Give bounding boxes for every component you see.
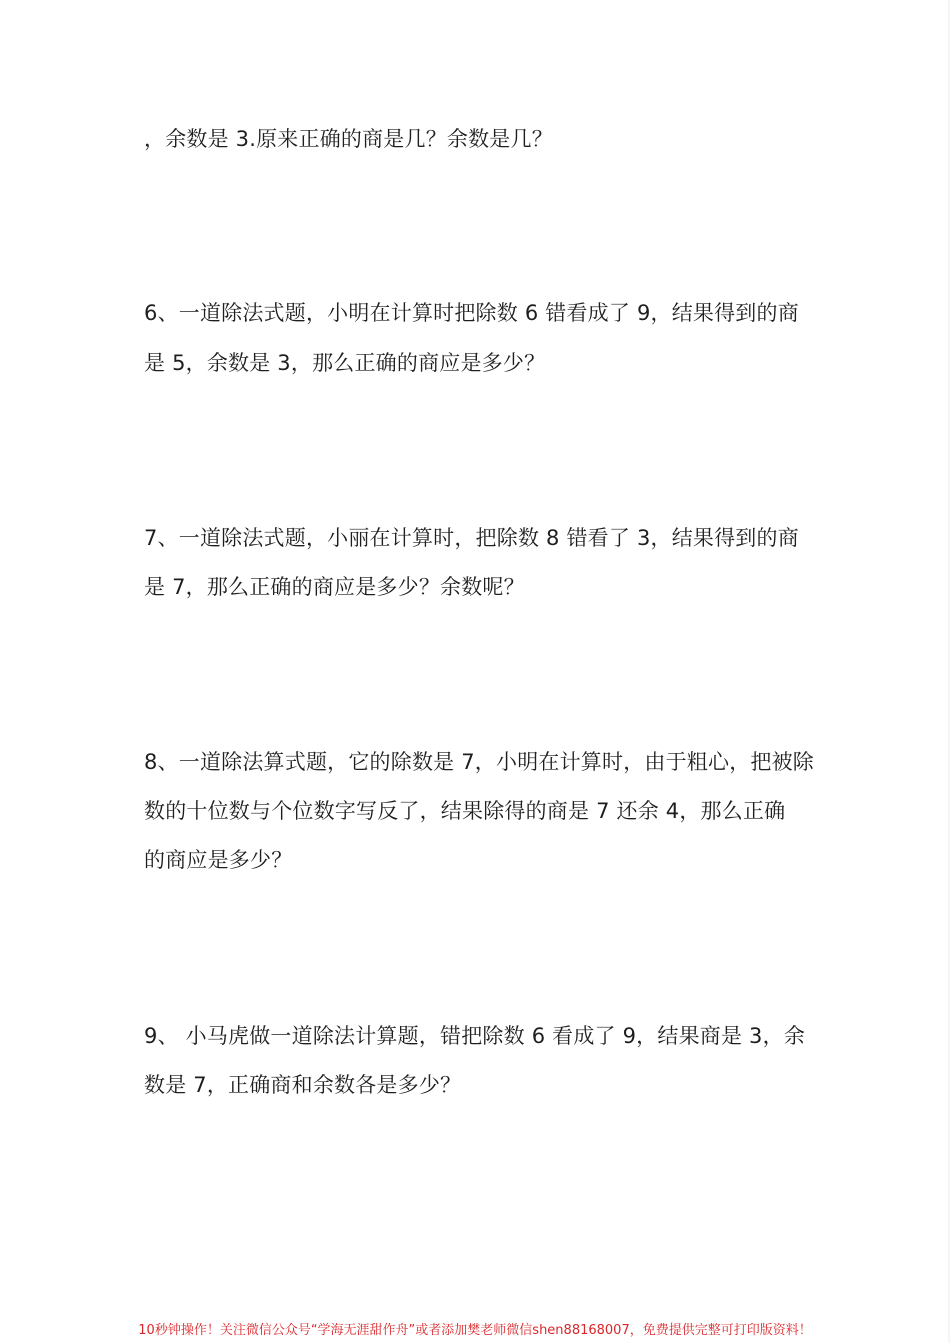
- promo-footer-text: 10秒钟操作！关注微信公众号“学海无涯甜作舟”或者添加樊老师微信shen88168007，免费提供完整可打印版资料！: [138, 1323, 812, 1338]
- problem-6-line-2: 是 5，余数是 3，那么正确的商应是多少？: [144, 351, 546, 375]
- problem-6-line-1: 6、一道除法式题，小明在计算时把除数 6 错看成了 9，结果得到的商: [144, 301, 799, 325]
- problem-8-line-3: 的商应是多少？: [144, 848, 293, 872]
- problem-8-line-1: 8、一道除法算式题，它的除数是 7，小明在计算时，由于粗心，把被除: [144, 750, 814, 774]
- problem-9-line-2: 数是 7，正确商和余数各是多少？: [144, 1073, 462, 1097]
- problem-5-line-2: ，余数是 3.原来正确的商是几？余数是几？: [144, 127, 553, 151]
- problem-9-line-1: 9、 小马虎做一道除法计算题，错把除数 6 看成了 9，结果商是 3，余: [144, 1024, 806, 1048]
- problem-7-line-1: 7、一道除法式题，小丽在计算时，把除数 8 错看了 3，结果得到的商: [144, 526, 799, 550]
- problem-7-line-2: 是 7，那么正确的商应是多少？余数呢？: [144, 575, 525, 599]
- problem-8-line-2: 数的十位数与个位数字写反了，结果除得的商是 7 还余 4，那么正确: [144, 799, 786, 823]
